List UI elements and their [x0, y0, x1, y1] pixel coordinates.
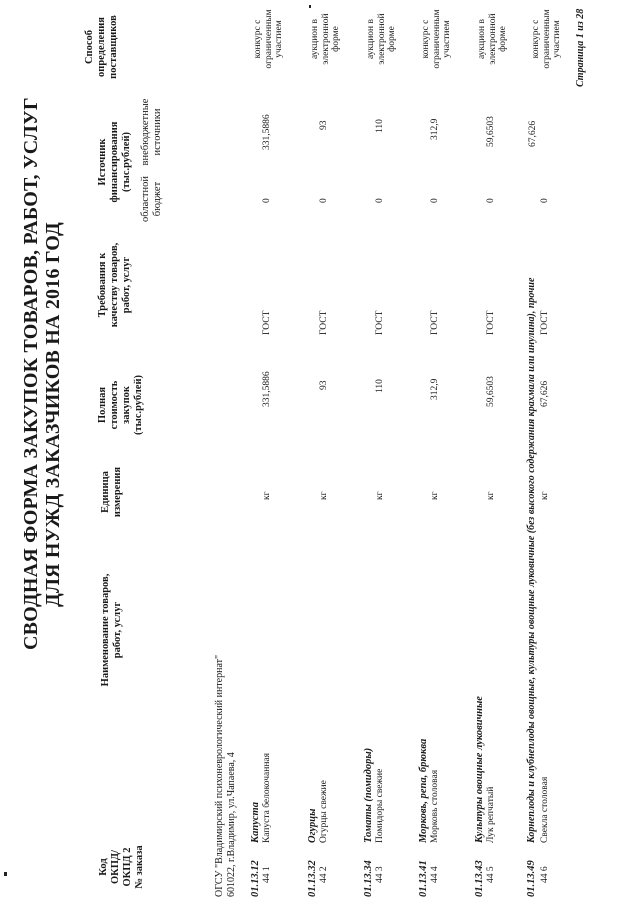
- total-cost: 67,626: [540, 380, 550, 407]
- total-cost: 312,9: [430, 378, 440, 400]
- okpd-code: 01.13.12: [250, 860, 261, 897]
- header-requirements: Требования к качеству товаров, работ, услуг: [97, 242, 132, 328]
- header-code: Код ОКПД/ ОКПД 2 № заказа: [98, 845, 145, 889]
- order-number: 44 5: [486, 866, 496, 883]
- requirements: ГОСТ: [375, 310, 385, 335]
- item-name: Лук репчатый: [486, 786, 496, 843]
- extrabudget: 93: [319, 120, 329, 130]
- procurement-method: конкурс с ограниченным участием: [531, 9, 562, 69]
- unit: кг: [262, 491, 272, 500]
- order-number: 44 2: [319, 866, 329, 883]
- extrabudget: 110: [375, 119, 385, 133]
- scan-mark: [309, 5, 311, 8]
- header-funding-regional: областной бюджет: [140, 176, 163, 222]
- item-name: Капуста белокочанная: [262, 752, 272, 843]
- regional-budget: 0: [430, 198, 440, 203]
- order-number: 44 6: [540, 866, 550, 883]
- regional-budget: 0: [540, 198, 550, 203]
- unit: кг: [540, 491, 550, 500]
- okpd-code: 01.13.43: [474, 860, 485, 897]
- item-name: Морковь столовая: [430, 769, 440, 843]
- scan-mark: [4, 872, 7, 876]
- customer-address: 601022, г.Владимир, ул.Чапаева, 4: [226, 752, 237, 897]
- total-cost: 59,6503: [486, 376, 496, 407]
- total-cost: 110: [375, 379, 385, 393]
- extrabudget: 67,626: [528, 120, 538, 147]
- extrabudget: 59,6503: [486, 116, 496, 147]
- okpd-code: 01.13.34: [363, 860, 374, 897]
- extrabudget: 312,9: [430, 118, 440, 140]
- okpd-code: 01.13.41: [418, 860, 429, 897]
- requirements: ГОСТ: [319, 310, 329, 335]
- order-number: 44 1: [262, 866, 272, 883]
- total-cost: 93: [319, 380, 329, 390]
- unit: кг: [375, 491, 385, 500]
- total-cost: 331,5886: [262, 371, 272, 407]
- unit: кг: [430, 491, 440, 500]
- okpd-code: 01.13.49: [526, 860, 537, 897]
- item-name: Свекла столовая: [540, 776, 550, 843]
- item-name: Помидоры свежие: [375, 768, 385, 843]
- procurement-method: аукцион в электронной форме: [366, 13, 397, 65]
- procurement-method: конкурс с ограниченным участием: [253, 9, 284, 69]
- category-name: Культуры овощные луковичные: [474, 696, 485, 843]
- order-number: 44 4: [430, 866, 440, 883]
- category-name: Морковь, репа, брюква: [418, 738, 429, 843]
- requirements: ГОСТ: [262, 310, 272, 335]
- category-name: Капуста: [250, 802, 261, 843]
- procurement-method: аукцион в электронной форме: [310, 13, 341, 65]
- requirements: ГОСТ: [430, 310, 440, 335]
- customer-name: ОГСУ "Владимирский психоневрологический интернат": [214, 654, 225, 897]
- requirements: ГОСТ: [486, 310, 496, 335]
- header-name: Наименование товаров, работ, услуг: [100, 573, 123, 687]
- order-number: 44 3: [375, 866, 385, 883]
- regional-budget: 0: [486, 198, 496, 203]
- category-name: Корнеплоды и клубнеплоды овощные, культуры овощные луковичные (без высокого содержания крахмала или инулина), прочие: [526, 277, 537, 843]
- header-funding: Источник финансирования (тыс.рублей): [97, 121, 132, 203]
- requirements: ГОСТ: [540, 310, 550, 335]
- regional-budget: 0: [375, 198, 385, 203]
- header-total: Полная стоимость закупок (тыс.рублей): [97, 374, 144, 436]
- procurement-method: конкурс с ограниченным участием: [421, 9, 452, 69]
- header-method: Способ определения поставщиков: [84, 15, 119, 79]
- category-name: Томаты (помидоры): [363, 747, 374, 843]
- document-title-line1: СВОДНАЯ ФОРМА ЗАКУПОК ТОВАРОВ, РАБОТ, УСЛУГ: [20, 97, 42, 650]
- extrabudget: 331,5886: [262, 114, 272, 150]
- header-unit: Единица измерения: [100, 466, 123, 518]
- unit: кг: [319, 491, 329, 500]
- header-funding-extrabudget: внебюджетные источники: [140, 98, 163, 166]
- document-title-line2: ДЛЯ НУЖД ЗАКАЗЧИКОВ НА 2016 ГОД: [42, 222, 64, 607]
- regional-budget: 0: [319, 198, 329, 203]
- page-number: Страница 1 из 28: [575, 8, 586, 87]
- procurement-method: аукцион в электронной форме: [477, 13, 508, 65]
- item-name: Огурцы свежие: [319, 780, 329, 843]
- okpd-code: 01.13.32: [307, 860, 318, 897]
- unit: кг: [486, 491, 496, 500]
- category-name: Огурцы: [307, 808, 318, 843]
- regional-budget: 0: [262, 198, 272, 203]
